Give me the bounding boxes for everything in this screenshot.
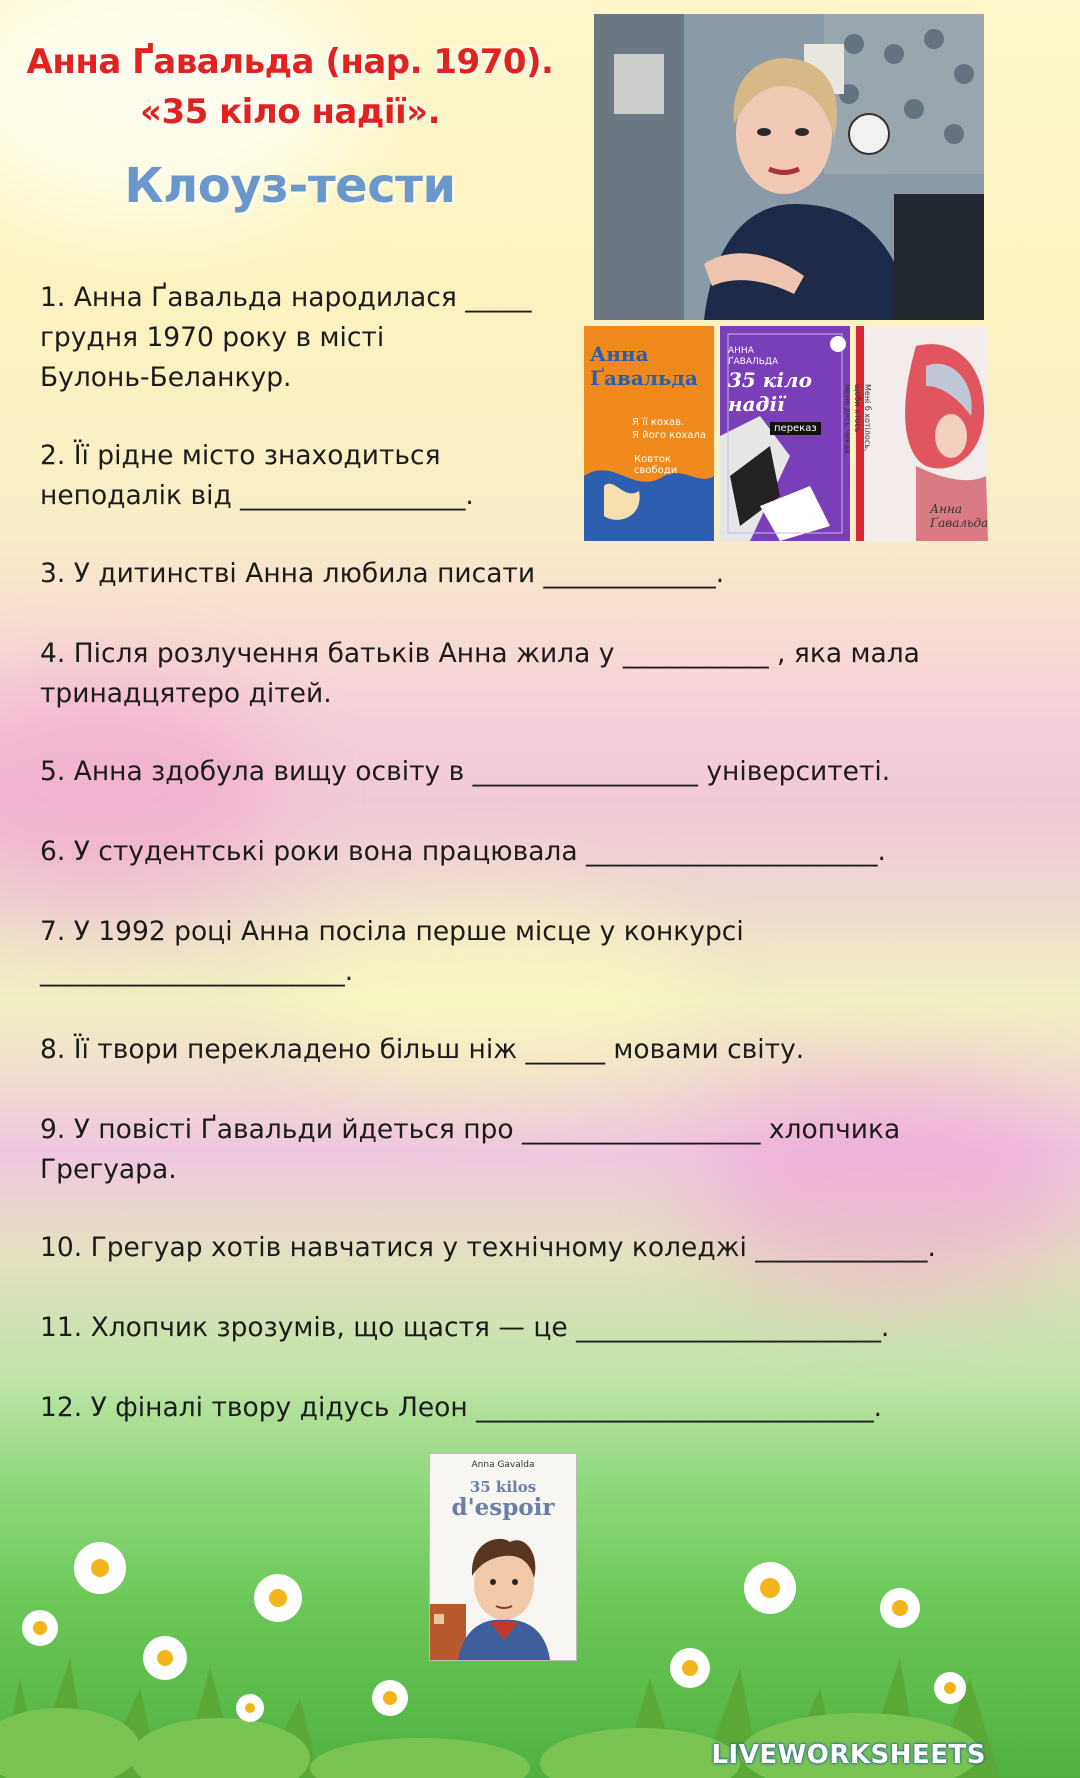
question-3-line: 3. У дитинстві Анна любила писати _____________. <box>40 558 725 589</box>
question-9-line: Грегуара. <box>40 1154 177 1185</box>
book-cover-3 <box>843 326 989 541</box>
question-1-line: грудня 1970 року в місті <box>40 322 385 353</box>
french-cover-author: Anna Gavalda <box>471 1460 535 1470</box>
question-8 <box>40 1030 804 1070</box>
book-cover-1 <box>584 326 714 541</box>
question-12-line: 12. У фіналі твору дідусь Леон ______________________________. <box>40 1392 883 1423</box>
question-8-line: 8. Її твори перекладено більш ніж ______ мовами світу. <box>40 1034 805 1065</box>
daisy-field <box>0 1478 1000 1778</box>
book-1-line1: Я її кохав. <box>632 417 685 428</box>
question-4-line: тринадцятеро дітей. <box>40 678 332 709</box>
question-6-line: 6. У студентські роки вона працювала ______________________. <box>40 836 886 867</box>
book-cover-2 <box>720 326 850 541</box>
question-7-line: _______________________. <box>40 956 354 987</box>
question-6 <box>40 832 886 872</box>
page-subtitle: Клоуз-тести <box>124 158 456 214</box>
question-2-line: неподалік від _________________. <box>40 480 474 511</box>
question-5 <box>40 752 890 792</box>
french-cover-title-1: 35 kilos <box>469 1478 537 1496</box>
question-1 <box>40 278 531 398</box>
liveworksheets-logo: LIVEWORKSHEETS <box>711 1740 986 1770</box>
question-4 <box>40 634 920 714</box>
book-1-author: Анна Ґавальда <box>590 342 698 390</box>
book-3-author: Анна Ґавальда <box>930 502 989 530</box>
book-3-title: Мені б хотілось, щоби хтось мене десь чекав <box>843 384 872 454</box>
question-10 <box>40 1228 936 1268</box>
question-3 <box>40 554 724 594</box>
book-2-title: 35 кіло надії <box>728 368 812 416</box>
question-9-line: 9. У повісті Ґавальди йдеться про __________________ хлопчика <box>40 1114 901 1145</box>
question-9 <box>40 1110 900 1190</box>
daisy-flowers <box>22 1542 966 1722</box>
question-11 <box>40 1308 889 1348</box>
page-title-line-2: «35 кіло надії». <box>139 92 441 132</box>
question-10-line: 10. Грегуар хотів навчатися у технічному коледжі _____________. <box>40 1232 936 1263</box>
question-11-line: 11. Хлопчик зрозумів, що щастя — це _______________________. <box>40 1312 890 1343</box>
question-7 <box>40 912 744 992</box>
question-12 <box>40 1388 882 1428</box>
book-2-author: АННА ҐАВАЛЬДА <box>728 346 779 367</box>
french-cover-title-2: d'espoir <box>451 1494 555 1521</box>
question-5-line: 5. Анна здобула вищу освіту в _________________ університеті. <box>40 756 891 787</box>
question-1-line: 1. Анна Ґавальда народилася _____ <box>40 282 532 313</box>
book-1-line3: Ковток свободи <box>634 454 678 476</box>
question-7-line: 7. У 1992 році Анна посіла перше місце у конкурсі <box>40 916 744 947</box>
author-photo <box>594 14 984 320</box>
book-2-badge: переказ <box>770 422 821 435</box>
question-4-line: 4. Після розлучення батьків Анна жила у ___________ , яка мала <box>40 638 920 669</box>
book-1-line2: Я його кохала <box>632 430 707 441</box>
question-1-line: Булонь-Беланкур. <box>40 362 292 393</box>
page-title-line-1: Анна Ґавальда (нар. 1970). <box>26 42 554 82</box>
question-2-line: 2. Її рідне місто знаходиться <box>40 440 441 471</box>
question-2 <box>40 436 474 516</box>
author-photo-image <box>594 14 984 320</box>
